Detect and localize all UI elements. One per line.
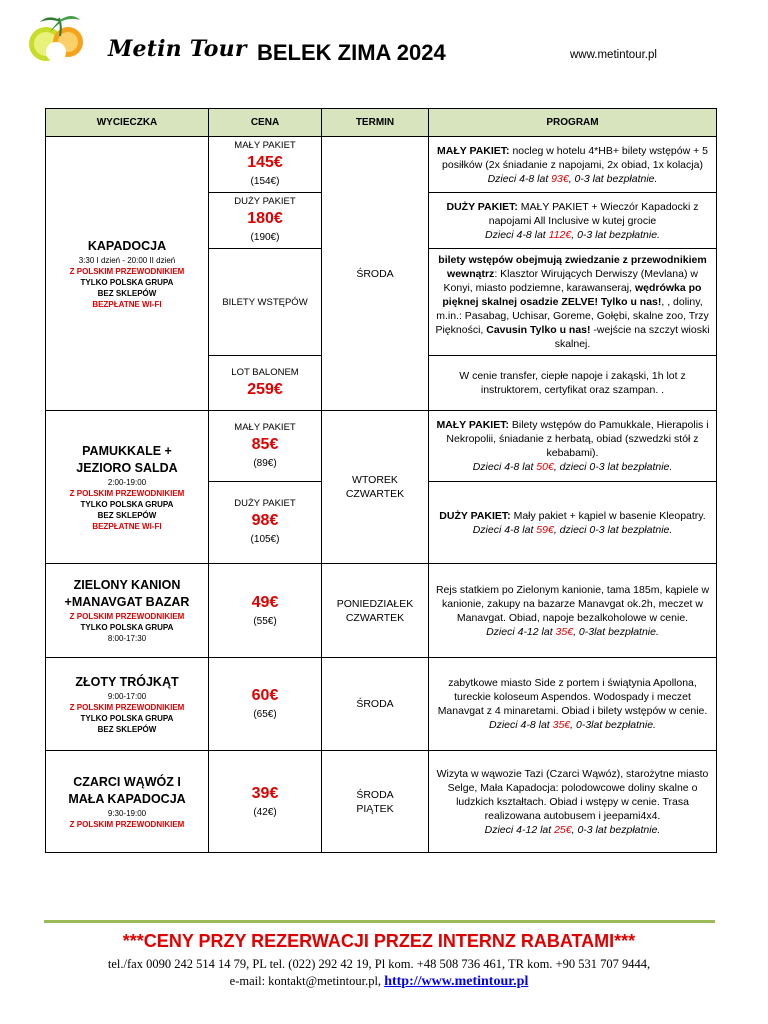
excursion-time: 2:00-19:00 — [107, 477, 147, 487]
table-row — [46, 564, 717, 658]
price-value: 60€ — [251, 687, 279, 704]
price-cell — [209, 193, 322, 249]
group-badge: TYLKO POLSKA GRUPA — [80, 623, 174, 632]
page-header — [0, 0, 768, 100]
kids-price: 93€ — [551, 172, 569, 185]
contact-phones: tel./fax 0090 242 514 14 79, PL tel. (022) 292 42 19, Pl kom. +48 508 736 461, TR kom. +90 531 707 9444, — [107, 957, 651, 971]
price-cell — [209, 482, 322, 564]
date-cell — [322, 751, 429, 853]
price-value: 180€ — [247, 210, 283, 227]
program-text: MAŁY PAKIET + Wieczór Kapadocki z napojami All Inclusive w kutej grocie — [488, 200, 699, 227]
table-row — [46, 137, 717, 193]
date-text: WTOREK — [352, 474, 398, 486]
excursion-name: +MANAVGAT BAZAR — [64, 595, 190, 609]
excursion-cell-pamukkale — [46, 411, 209, 564]
contact-email-line — [0, 973, 758, 990]
date-text: ŚRODA — [356, 788, 394, 801]
program-text: nocleg w hotelu 4*HB+ bilety wstępów + 5 posiłków (2x śniadanie z napojami, 2x obiad, 1x kolacja) — [442, 144, 708, 171]
program-cell: Rejs statkiem po Zielonym kanionie, tama 185m, kąpiele w kanionie, zakupy na bazarze Manavgat ok.2h, meczet w Manavgat. Obiad, napoje bezalkoholowe w cenie. Dzieci 4-12 lat 35€, 0-3lat bezpłatnie. — [429, 564, 717, 658]
price-value: 39€ — [251, 784, 279, 802]
price-value: 98€ — [251, 512, 279, 529]
price-cell — [209, 356, 322, 411]
program-cell — [429, 137, 717, 193]
package-label: MAŁY PAKIET — [234, 140, 296, 151]
kids-price: 112€ — [548, 228, 572, 241]
kids-price: 50€ — [536, 461, 554, 473]
price-cell — [209, 137, 322, 193]
excursion-time: 9:30-19:00 — [107, 808, 147, 818]
date-text: PONIEDZIAŁEK — [336, 597, 414, 610]
package-label: LOT BALONEM — [231, 366, 299, 378]
date-cell — [322, 137, 429, 411]
table-header-row — [46, 109, 717, 137]
price-value: 145€ — [247, 154, 283, 171]
package-label: DUŻY PAKIET — [234, 196, 296, 207]
website-link[interactable]: http://www.metintour.pl — [384, 974, 529, 989]
guide-badge: Z POLSKIM PRZEWODNIKIEM — [69, 702, 185, 712]
group-badge: TYLKO POLSKA GRUPA — [80, 499, 174, 509]
website-url[interactable]: www.metintour.pl — [570, 49, 657, 61]
kids-price: 59€ — [536, 523, 554, 536]
price-cell — [209, 249, 322, 356]
date-cell — [322, 658, 429, 751]
guide-badge: Z POLSKIM PRZEWODNIKIEM — [69, 819, 185, 829]
regular-price: (154€) — [250, 176, 280, 187]
kids-note: Dzieci 4-8 lat 35€, 0-3lat bezpłatnie. — [489, 719, 656, 731]
regular-price: (65€) — [253, 709, 277, 720]
wifi-badge: BEZPŁATNE WI-FI — [92, 521, 162, 531]
column-header-excursion: WYCIECZKA — [46, 109, 209, 137]
kids-note: Dzieci 4-12 lat 25€, 0-3 lat bezpłatnie. — [484, 823, 661, 836]
excursion-time: 8:00-17:30 — [107, 634, 147, 643]
excursion-cell-zielony-kanion — [46, 564, 209, 658]
excursion-time: 9:00-17:00 — [107, 691, 147, 701]
package-label: BILETY WSTĘPÓW — [222, 296, 308, 308]
price-value: 85€ — [251, 435, 279, 453]
kids-note: Dzieci 4-8 lat 59€, dzieci 0-3 lat bezpłatnie. — [472, 523, 673, 536]
column-header-date: TERMIN — [322, 109, 429, 137]
regular-price: (42€) — [253, 806, 277, 818]
column-header-program: PROGRAM — [429, 109, 717, 137]
price-value: 259€ — [247, 380, 283, 398]
column-header-price: CENA — [209, 109, 322, 137]
kids-note: Dzieci 4-8 lat 112€, 0-3 lat bezpłatnie. — [485, 228, 660, 241]
footer-title: ***CENY PRZY REZERWACJI PRZEZ INTERNZ RABATAMI*** — [122, 931, 636, 951]
contact-email[interactable]: e-mail: kontakt@metintour.pl, — [229, 974, 385, 988]
group-badge: TYLKO POLSKA GRUPA — [80, 277, 174, 287]
excursion-name: ZIELONY KANION — [73, 578, 181, 592]
footer-contact — [0, 956, 758, 990]
date-text: CZWARTEK — [345, 611, 405, 624]
program-bold: DUŻY PAKIET: — [446, 200, 518, 213]
excursion-cell-zloty-trojkat — [46, 658, 209, 751]
price-cell — [209, 564, 322, 658]
price-cell — [209, 411, 322, 482]
logo-text: Metin Tour — [108, 36, 247, 62]
program-cell: bilety wstępów obejmują zwiedzanie z przewodnikiem wewnątrz: Klasztor Wirujących Derwiszy (Mevlana) w Konyi, miasto podziemne, karawanseraj, wędrówka po pięknej skalnej osadzie ZELVE! Tylko u nas!, , doliny, m.in.: Pasabag, Uchisar, Goreme, Gołębi, skalne zoo, Trzy Piękności, Cavusin Tylko u nas! -wejście na szczyt wioski skalnej. — [429, 249, 717, 356]
page-title: BELEK ZIMA 2024 — [257, 40, 446, 65]
guide-badge: Z POLSKIM PRZEWODNIKIEM — [69, 266, 185, 276]
excursion-name: MAŁA KAPADOCJA — [68, 791, 186, 806]
program-cell: W cenie transfer, ciepłe napoje i zakąski, 1h lot z instruktorem, certyfikat oraz szampan. . — [429, 356, 717, 411]
excursions-table — [45, 108, 717, 853]
excursion-cell-kapadocja — [46, 137, 209, 411]
kids-note: Dzieci 4-12 lat 35€, 0-3lat bezpłatnie. — [486, 625, 659, 638]
no-shops-badge: BEZ SKLEPÓW — [97, 724, 157, 734]
table-row — [46, 411, 717, 482]
package-label: DUŻY PAKIET — [234, 498, 296, 509]
program-cell: zabytkowe miasto Side z portem i świątynia Apollona, tureckie koloseum Aspendos. Wodospady i meczet Manavgat z 4 minaretami. Obiad i bilety wstępów w cenie. Dzieci 4-8 lat 35€, 0-3lat bezpłatnie. — [429, 658, 717, 751]
regular-price: (89€) — [253, 457, 277, 469]
package-label: MAŁY PAKIET — [234, 421, 296, 433]
date-text: PIĄTEK — [356, 802, 394, 815]
excursion-name: PAMUKKALE + — [82, 443, 172, 458]
date-cell — [322, 411, 429, 564]
program-bold: MAŁY PAKIET: — [437, 144, 510, 157]
price-cell — [209, 751, 322, 853]
kids-price: 35€ — [552, 719, 571, 731]
group-badge: TYLKO POLSKA GRUPA — [80, 713, 174, 723]
date-text: ŚRODA — [356, 698, 394, 710]
date-text: ŚRODA — [356, 267, 394, 280]
guide-badge: Z POLSKIM PRZEWODNIKIEM — [69, 488, 185, 498]
regular-price: (55€) — [253, 615, 277, 627]
price-value: 49€ — [251, 593, 279, 611]
wifi-badge: BEZPŁATNE WI-FI — [92, 299, 162, 309]
kids-note: Dzieci 4-8 lat 93€, 0-3 lat bezpłatnie. — [487, 172, 658, 185]
excursion-name: JEZIORO SALDA — [76, 460, 178, 475]
excursion-time: 3:30 I dzień - 20:00 II dzień — [78, 255, 176, 265]
price-cell — [209, 658, 322, 751]
no-shops-badge: BEZ SKLEPÓW — [97, 288, 157, 298]
footer-divider — [44, 920, 715, 923]
palm-fruit-logo-icon — [26, 12, 88, 64]
table-row — [46, 751, 717, 853]
no-shops-badge: BEZ SKLEPÓW — [97, 510, 157, 520]
excursion-name: CZARCI WĄWÓZ I — [73, 774, 181, 789]
excursion-name: KAPADOCJA — [87, 238, 167, 253]
program-cell: Wizyta w wąwozie Tazi (Czarci Wąwóz), starożytne miasto Selge, Mała Kapadocja: polodowcowe doliny skalne o ludzkich kształtach. Obiad i wstępy w cenie. Trasa realizowana autobusem i jeepami4x4. Dzieci 4-12 lat 25€, 0-3 lat bezpłatnie. — [429, 751, 717, 853]
date-text: CZWARTEK — [345, 488, 405, 500]
regular-price: (190€) — [250, 232, 280, 243]
program-cell: DUŻY PAKIET: Mały pakiet + kąpiel w basenie Kleopatry. Dzieci 4-8 lat 59€, dzieci 0-3 lat bezpłatnie. — [429, 482, 717, 564]
guide-badge: Z POLSKIM PRZEWODNIKIEM — [69, 612, 185, 621]
table-row — [46, 658, 717, 751]
program-cell — [429, 193, 717, 249]
program-cell: MAŁY PAKIET: Bilety wstępów do Pamukkale, Hierapolis i Nekropolii, śniadanie z herbatą, obiad (szwedzki stół z kebabami). Dzieci 4-8 lat 50€, dzieci 0-3 lat bezpłatnie. — [429, 411, 717, 482]
kids-note: Dzieci 4-8 lat 50€, dzieci 0-3 lat bezpłatnie. — [472, 461, 673, 473]
excursion-name: ZŁOTY TRÓJKĄT — [75, 674, 179, 689]
kids-price: 25€ — [554, 823, 572, 836]
date-cell — [322, 564, 429, 658]
kids-price: 35€ — [555, 625, 574, 638]
regular-price: (105€) — [250, 534, 280, 545]
excursion-cell-czarci-wawoz — [46, 751, 209, 853]
